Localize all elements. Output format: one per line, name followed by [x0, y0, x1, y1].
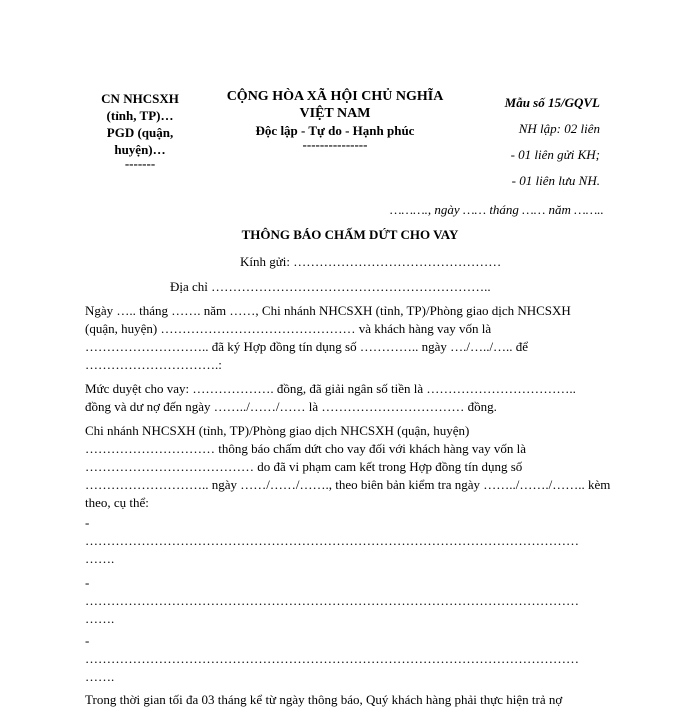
form-info [470, 90, 600, 194]
motto-rule: --------------- [302, 137, 368, 152]
item-dotted-tail: ……. [85, 551, 115, 566]
paragraph-line: Ngày ….. tháng ……. năm ……, Chi nhánh NHCSXH (tỉnh, TP)/Phòng giao dịch NHCSXH [85, 303, 571, 318]
country-title: VIỆT NAM [299, 106, 371, 121]
item-dash: - [85, 515, 90, 530]
form-number: Mẫu số 15/GQVL [504, 95, 600, 110]
recipient-line: Kính gửi: ………………………………………… [240, 254, 502, 269]
national-header [210, 88, 460, 151]
republic-title: CỘNG HÒA XÃ HỘI CHỦ NGHĨA [226, 89, 444, 104]
date-line: ………., ngày …… tháng …… năm …….. [390, 202, 604, 217]
branch-line: huyện)… [114, 142, 166, 157]
paragraph-line: theo, cụ thể: [85, 495, 149, 510]
paragraph-loan-amount [85, 380, 620, 416]
copy-bank: - 01 liên lưu NH. [511, 173, 600, 188]
item-dotted-tail: ……. [85, 669, 115, 684]
paragraph-line: ……………………….. ngày ……/……/……., theo biên bản kiểm tra ngày ……../……./…….. kèm [85, 477, 611, 492]
copies-count: NH lập: 02 liên [518, 121, 600, 136]
item-dash: - [85, 575, 90, 590]
branch-line: (tỉnh, TP)… [106, 108, 174, 123]
paragraph-contract [85, 302, 620, 374]
paragraph-termination [85, 422, 620, 512]
paragraph-line: Chi nhánh NHCSXH (tỉnh, TP)/Phòng giao dịch NHCSXH (quận, huyện) [85, 423, 470, 438]
paragraph-line: ………………………… thông báo chấm dứt cho vay đối với khách hàng vay vốn là [85, 441, 527, 456]
paragraph-line: Mức duyệt cho vay: ………………. đồng, đã giải ngân số tiền là …………………………….. [85, 381, 576, 396]
paragraph-line: (quận, huyện) ……………………………………… và khách hàng vay vốn là [85, 321, 492, 336]
copy-customer: - 01 liên gửi KH; [510, 147, 600, 162]
paragraph-line: ………………………….: [85, 357, 222, 372]
violation-item [85, 632, 620, 686]
violation-item [85, 514, 620, 568]
closing-paragraph: Trong thời gian tối đa 03 tháng kể từ ngày thông báo, Quý khách hàng phải thực hiện trả nợ [85, 692, 563, 707]
item-dotted-tail: ……. [85, 611, 115, 626]
paragraph-line: ………………………………… do đã vi phạm cam kết trong Hợp đồng tín dụng số [85, 459, 523, 474]
branch-header [80, 90, 200, 170]
item-dotted-line: …………………………………………………………………………………………………… [85, 651, 579, 666]
violation-item [85, 574, 620, 628]
branch-line: ------- [124, 156, 156, 171]
item-dotted-line: …………………………………………………………………………………………………… [85, 533, 579, 548]
paragraph-line: ……………………….. đã ký Hợp đồng tín dụng số ………….. ngày …./…../….. để [85, 339, 529, 354]
document-title: THÔNG BÁO CHẤM DỨT CHO VAY [241, 227, 459, 242]
item-dotted-line: …………………………………………………………………………………………………… [85, 593, 579, 608]
motto: Độc lập - Tự do - Hạnh phúc [255, 123, 415, 138]
branch-line: PGD (quận, [106, 125, 174, 140]
address-line: Địa chỉ ……………………………………………………….. [170, 279, 491, 294]
paragraph-line: đồng và dư nợ đến ngày ……../……/…… là …………………………… đồng. [85, 399, 497, 414]
item-dash: - [85, 633, 90, 648]
branch-line: CN NHCSXH [101, 91, 179, 106]
